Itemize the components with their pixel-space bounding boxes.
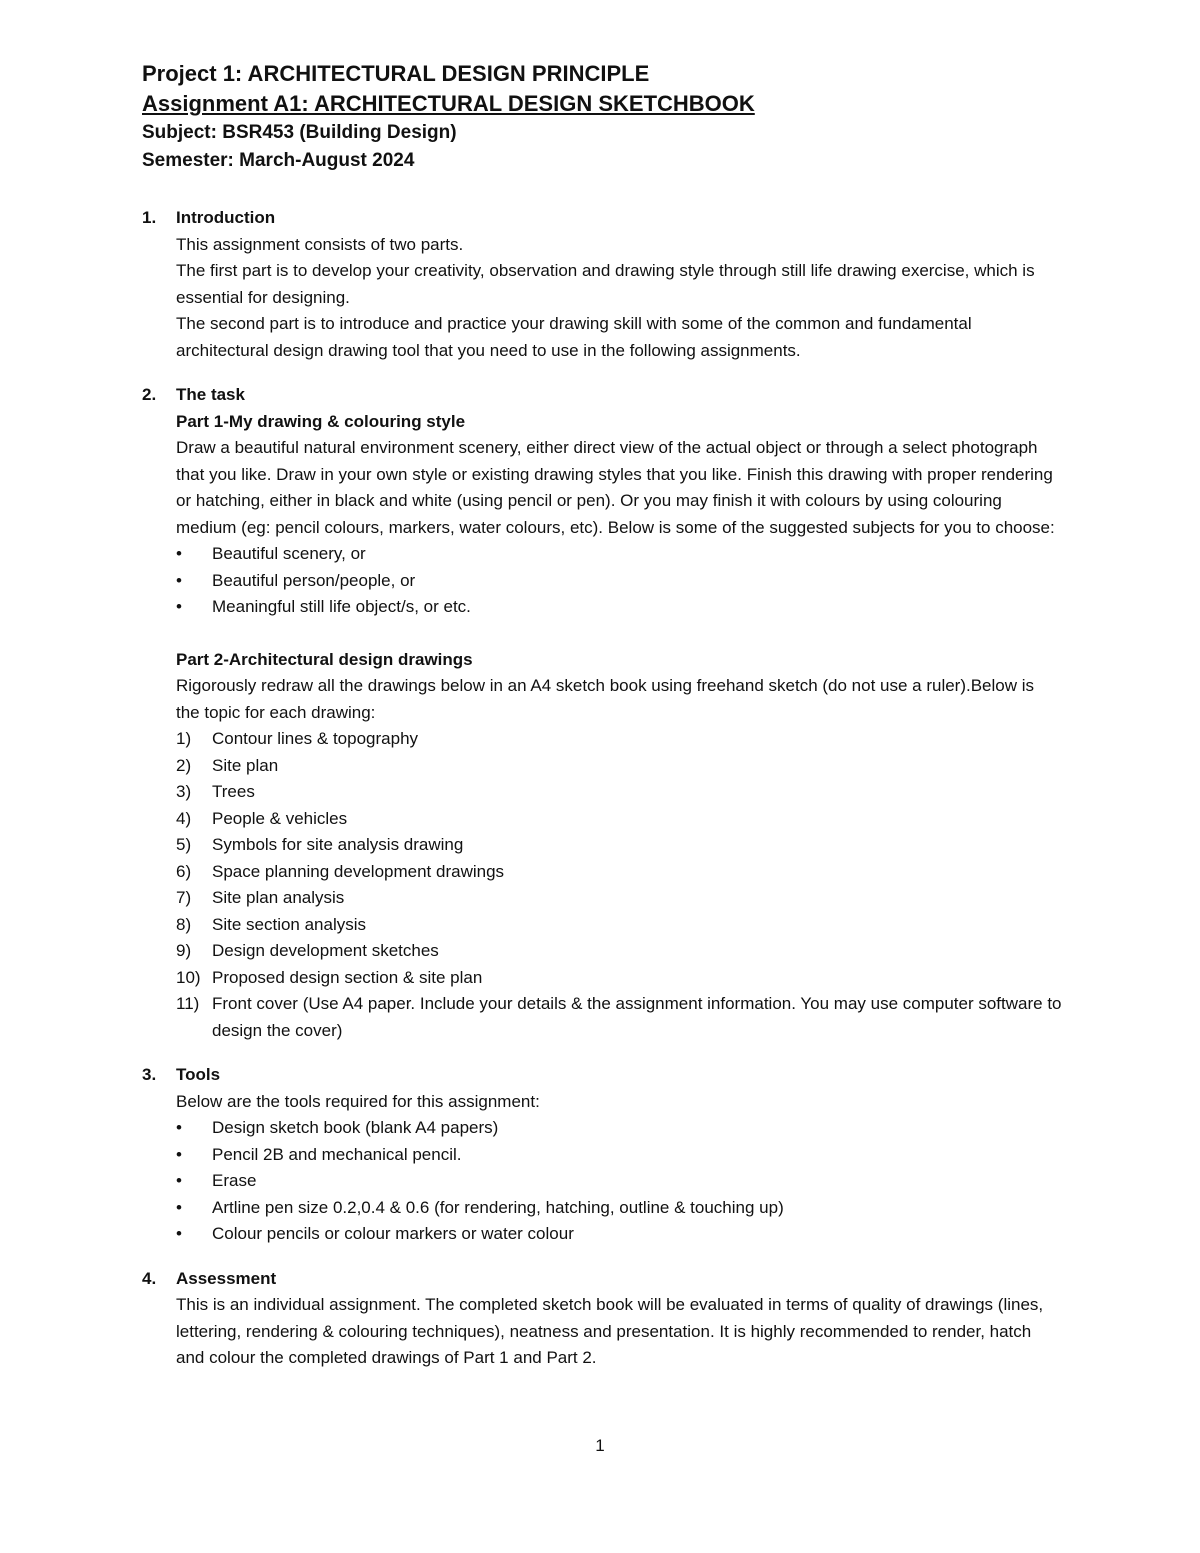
tools-text: Below are the tools required for this assignment:	[176, 1091, 540, 1111]
section-title: The task	[176, 385, 245, 404]
item-number: 11)	[176, 994, 200, 1013]
part1-text: Draw a beautiful natural environment scenery, either direct view of the actual object or through a select photograph that you like. Draw in your own style or existing drawing styles that you like. Finish this drawing with proper rendering or hatching, either in black and white (using pencil or pen). Or you may finish it with colours by using colouring medium (eg: pencil colours, markers, water colours, etc). Below is some of the suggested subjects for you to choose:	[176, 438, 1055, 537]
item-text: Symbols for site analysis drawing	[212, 835, 464, 854]
section-title: Tools	[176, 1065, 221, 1084]
section-assessment	[142, 1266, 1062, 1372]
list-item	[176, 965, 1062, 992]
section-title: Assessment	[176, 1268, 277, 1288]
list-item: • Beautiful scenery, or	[176, 541, 1062, 568]
semester-line: Semester: March-August 2024	[142, 150, 415, 171]
item-number: 1)	[176, 729, 192, 748]
item-number: 5)	[176, 835, 192, 854]
section-tools	[142, 1062, 1062, 1248]
document-body	[142, 59, 1062, 1372]
item-text: Site plan	[212, 755, 279, 775]
item-number: 7)	[176, 888, 192, 907]
list-item: • Design sketch book (blank A4 papers)	[176, 1115, 1062, 1142]
list-item	[176, 991, 1062, 1044]
section-introduction	[142, 205, 1062, 364]
list-item: • Meaningful still life object/s, or etc.	[176, 594, 1062, 621]
item-number: 3)	[176, 782, 192, 801]
list-item: • Colour pencils or colour markers or water colour	[176, 1221, 1062, 1248]
list-item	[176, 832, 1062, 859]
part2-text: Rigorously redraw all the drawings below in an A4 sketch book using freehand sketch (do not use a ruler).Below is the topic for each drawing:	[176, 676, 1035, 722]
item-number: 2)	[176, 755, 192, 775]
intro-line: The first part is to develop your creativity, observation and drawing style through still life drawing exercise, which is essential for designing.	[176, 261, 1035, 307]
section-number: 2.	[142, 385, 157, 404]
part1-title: Part 1-My drawing & colouring style	[176, 411, 466, 431]
section-number: 1.	[142, 208, 157, 227]
list-item: • Artline pen size 0.2,0.4 & 0.6 (for rendering, hatching, outline & touching up)	[176, 1195, 1062, 1222]
item-text: Site section analysis	[212, 914, 367, 934]
list-item	[176, 753, 1062, 780]
section-number: 3.	[142, 1065, 157, 1084]
list-item	[176, 885, 1062, 912]
item-number: 10)	[176, 967, 201, 987]
list-item	[176, 859, 1062, 886]
list-item	[176, 779, 1062, 806]
section-task	[142, 382, 1062, 1044]
part2-title: Part 2-Architectural design drawings	[176, 649, 473, 669]
list-item: • Beautiful person/people, or	[176, 568, 1062, 595]
project-title: Project 1: ARCHITECTURAL DESIGN PRINCIPLE	[142, 61, 650, 86]
item-number: 4)	[176, 808, 192, 828]
tools-list	[176, 1115, 1062, 1248]
subject-line: Subject: BSR453 (Building Design)	[142, 122, 457, 143]
list-item	[176, 938, 1062, 965]
item-text: Design development sketches	[212, 941, 439, 960]
intro-line: The second part is to introduce and practice your drawing skill with some of the common and fundamental architectural design drawing tool that you need to use in the following assignments.	[176, 314, 972, 360]
list-item	[176, 806, 1062, 833]
item-text: Contour lines & topography	[212, 729, 419, 748]
page-number: 1	[595, 1436, 605, 1455]
list-item	[176, 912, 1062, 939]
item-number: 6)	[176, 861, 192, 881]
section-title: Introduction	[176, 208, 276, 227]
list-item: • Pencil 2B and mechanical pencil.	[176, 1142, 1062, 1169]
list-item: • Erase	[176, 1168, 1062, 1195]
list-item	[176, 726, 1062, 753]
section-number: 4.	[142, 1268, 157, 1288]
item-number: 8)	[176, 914, 192, 934]
item-text: Space planning development drawings	[212, 861, 505, 881]
item-text: Proposed design section & site plan	[212, 967, 483, 987]
item-text: Front cover (Use A4 paper. Include your details & the assignment information. You may use computer software to design the cover)	[212, 994, 1062, 1040]
item-text: Site plan analysis	[212, 888, 345, 907]
assignment-title: Assignment A1: ARCHITECTURAL DESIGN SKETCHBOOK	[142, 91, 755, 116]
assessment-text: This is an individual assignment. The completed sketch book will be evaluated in terms of quality of drawings (lines, lettering, rendering & colouring techniques), neatness and presentation. It is highly recommended to render, hatch and colour the completed drawings of Part 1 and Part 2.	[176, 1295, 1044, 1367]
item-number: 9)	[176, 941, 192, 960]
part1-subject-list	[176, 541, 1062, 621]
item-text: People & vehicles	[212, 808, 348, 828]
intro-line: This assignment consists of two parts.	[176, 234, 464, 254]
item-text: Trees	[212, 782, 255, 801]
drawing-topic-list	[176, 726, 1062, 1044]
